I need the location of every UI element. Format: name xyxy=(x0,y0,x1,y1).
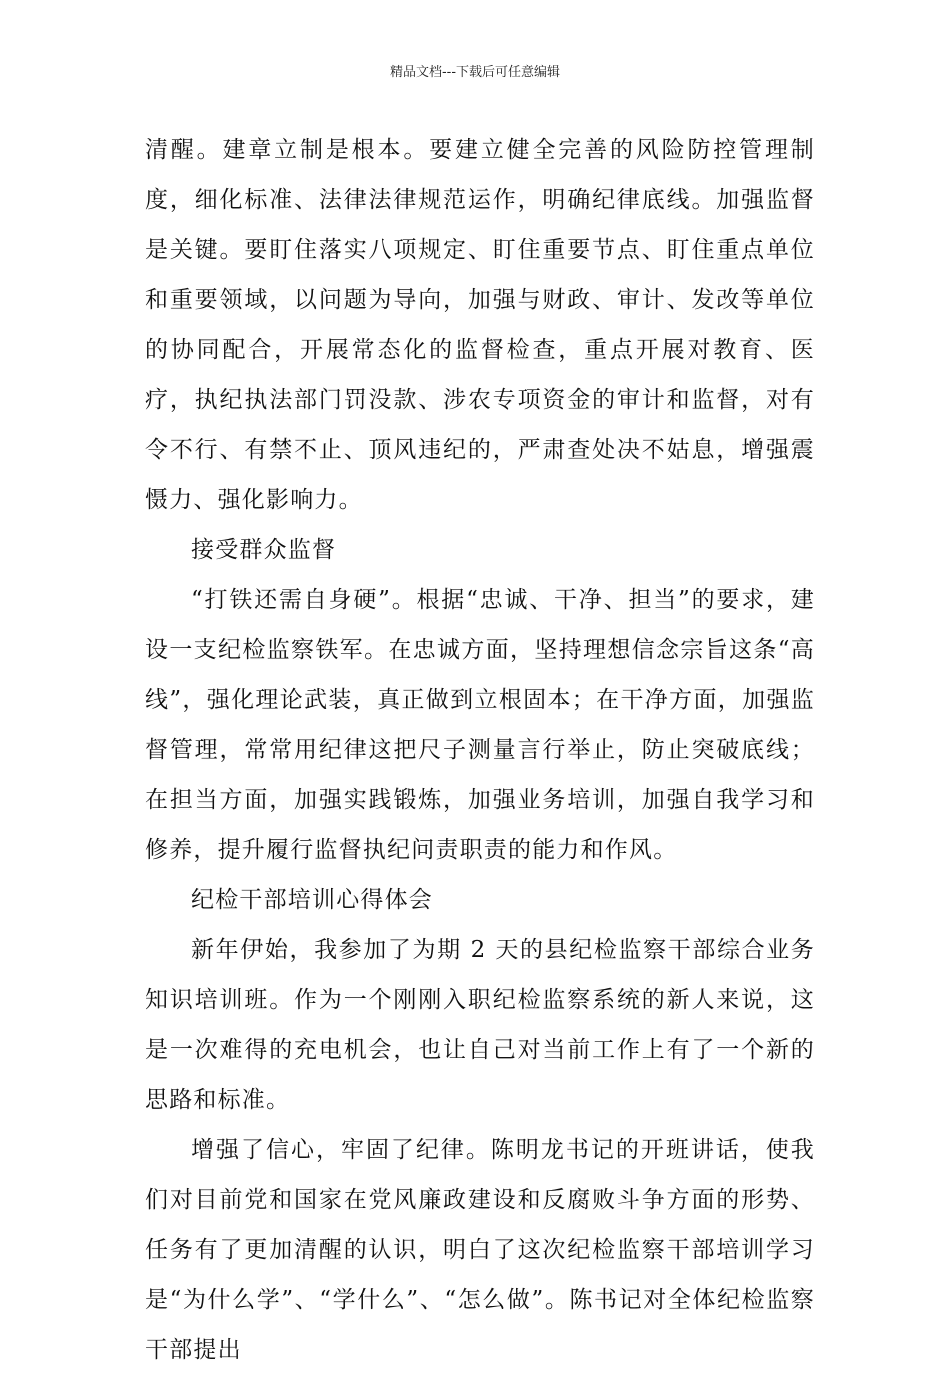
paragraph-confidence: 增强了信心，牢固了纪律。陈明龙书记的开班讲话，使我们对目前党和国家在党风廉政建设和反腐败斗争方面的形势、任务有了更加清醒的认识，明白了这次纪检监察干部培训学习是“为什么学”、“学什么”、“怎么做”。陈书记对全体纪检监察干部提出 xyxy=(145,1137,815,1363)
paragraph-iron-army: “打铁还需自身硬”。根据“忠诚、干净、担当”的要求，建设一支纪检监察铁军。在忠诚方面，坚持理想信念宗旨这条“高线”，强化理论武装，真正做到立根固本；在干净方面，加强监督管理，常常用纪律这把尺子测量言行举止，防止突破底线；在担当方面，加强实践锻炼，加强业务培训，加强自我学习和修养，提升履行监督执纪问责职责的能力和作风。 xyxy=(145,587,815,863)
section-heading-training: 纪检干部培训心得体会 xyxy=(191,887,433,913)
paragraph-new-year: 新年伊始，我参加了为期 2 天的县纪检监察干部综合业务知识培训班。作为一个刚刚入职纪检监察系统的新人来说，这是一次难得的充电机会，也让自己对当前工作上有了一个新的思路和标准。 xyxy=(145,937,815,1113)
paragraph-continuation: 清醒。建章立制是根本。要建立健全完善的风险防控管理制度，细化标准、法律法律规范运作，明确纪律底线。加强监督是关键。要盯住落实八项规定、盯住重要节点、盯住重点单位和重要领域，以问题为导向，加强与财政、审计、发改等单位的协同配合，开展常态化的监督检查，重点开展对教育、医疗，执纪执法部门罚没款、涉农专项资金的审计和监督，对有令不行、有禁不止、顶风违纪的，严肃查处决不姑息，增强震慑力、强化影响力。 xyxy=(145,137,815,513)
section-heading-supervision: 接受群众监督 xyxy=(191,537,337,563)
page-header: 精品文档---下载后可任意编辑 xyxy=(389,65,561,80)
document-body xyxy=(145,125,815,1375)
